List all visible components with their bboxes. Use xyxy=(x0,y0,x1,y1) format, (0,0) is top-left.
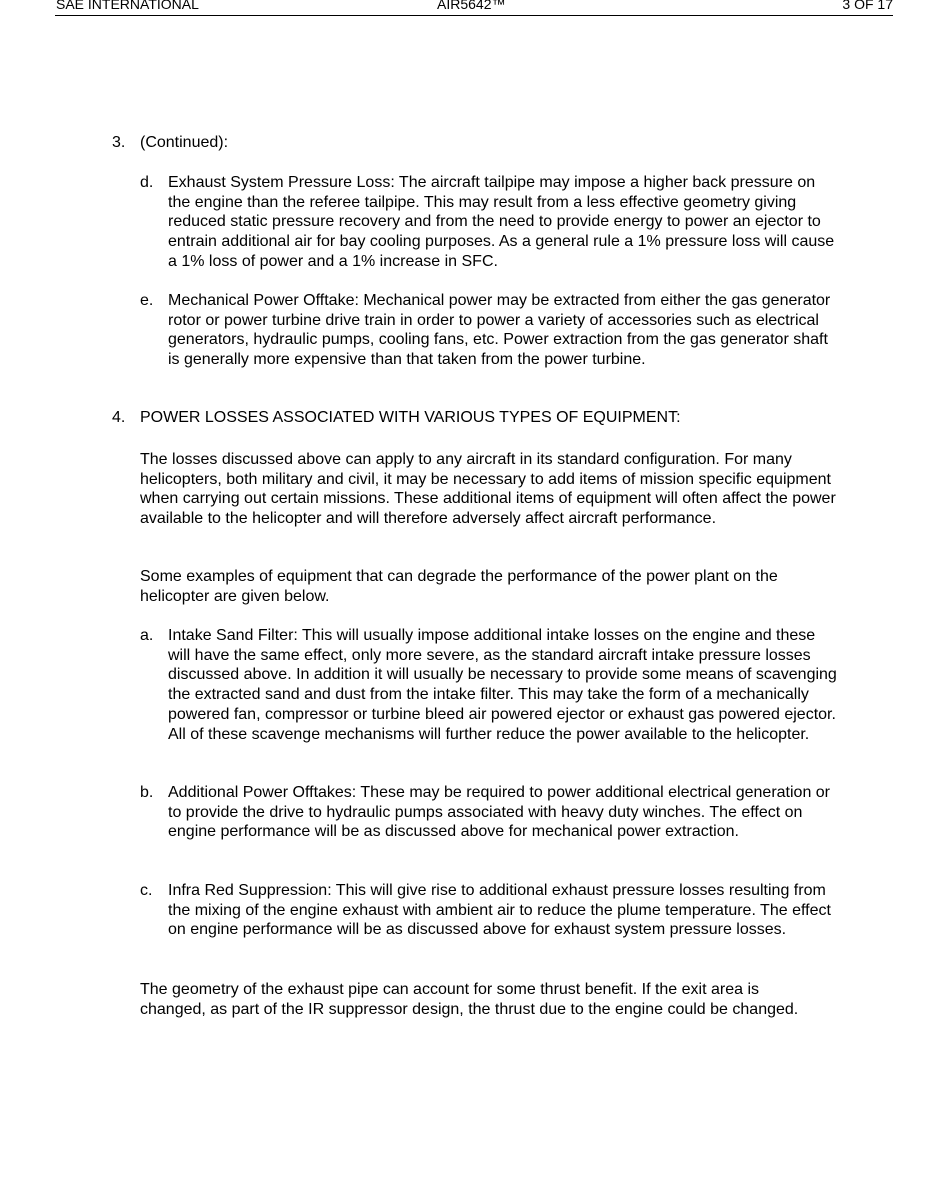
item-e-letter: e. xyxy=(140,292,154,309)
section-4-title: POWER LOSSES ASSOCIATED WITH VARIOUS TYPES OF EQUIPMENT: xyxy=(140,409,681,426)
item-e-text: Mechanical Power Offtake: Mechanical power may be extracted from either the gas generator rotor or power turbine drive train in order to power a variety of accessories such as electrical generators, hydraulic pumps, cooling fans, etc. Power extraction from the gas generator shaft is generally more expensive than that taken from the power turbine. xyxy=(168,292,831,369)
section-3-title: (Continued): xyxy=(140,134,229,151)
header-organization: SAE INTERNATIONAL xyxy=(56,0,199,12)
header-document-number: AIR5642™ xyxy=(437,0,506,12)
item-a-letter: a. xyxy=(140,627,154,644)
section-4-number: 4. xyxy=(112,409,126,426)
page-header xyxy=(55,0,893,16)
item-b-letter: b. xyxy=(140,784,154,801)
section-4-paragraph-3: The geometry of the exhaust pipe can account for some thrust benefit. If the exit area is changed, as part of the IR suppressor design, the thrust due to the engine could be changed. xyxy=(140,981,799,1018)
item-a-text: Intake Sand Filter: This will usually impose additional intake losses on the engine and these will have the same effect, only more severe, as the standard aircraft intake pressure losses discussed above. In addition it will usually be necessary to provide some means of scavenging the extracted sand and dust from the intake filter. This may take the form of a mechanically powered fan, compressor or turbine bleed air powered ejector or exhaust gas powered ejector. All of these scavenge mechanisms will further reduce the power available to the helicopter. xyxy=(168,627,837,743)
item-b-text: Additional Power Offtakes: These may be required to power additional electrical generation or to provide the drive to hydraulic pumps associated with heavy duty winches. The effect on engine performance will be as discussed above for mechanical power extraction. xyxy=(168,784,831,841)
item-c-letter: c. xyxy=(140,882,153,899)
item-d-letter: d. xyxy=(140,174,154,191)
item-d-text: Exhaust System Pressure Loss: The aircraft tailpipe may impose a higher back pressure on the engine than the referee tailpipe. This may result from a less effective geometry giving reduced static pressure recovery and from the need to provide energy to power an ejector to entrain additional air for bay cooling purposes. As a general rule a 1% pressure loss will cause a 1% loss of power and a 1% increase in SFC. xyxy=(168,174,835,270)
section-3-number: 3. xyxy=(112,134,126,151)
item-c-text: Infra Red Suppression: This will give rise to additional exhaust pressure losses resulting from the mixing of the engine exhaust with ambient air to reduce the plume temperature. The effect on engine performance will be as discussed above for exhaust system pressure losses. xyxy=(168,882,831,939)
section-4-paragraph-2: Some examples of equipment that can degrade the performance of the power plant on the helicopter are given below. xyxy=(140,568,778,605)
section-4-paragraph-1: The losses discussed above can apply to any aircraft in its standard configuration. For many helicopters, both military and civil, it may be necessary to add items of mission specific equipment when carrying out certain missions. These additional items of equipment will often affect the power available to the helicopter and will therefore adversely affect aircraft performance. xyxy=(140,451,836,528)
header-page-number: 3 OF 17 xyxy=(842,0,893,12)
